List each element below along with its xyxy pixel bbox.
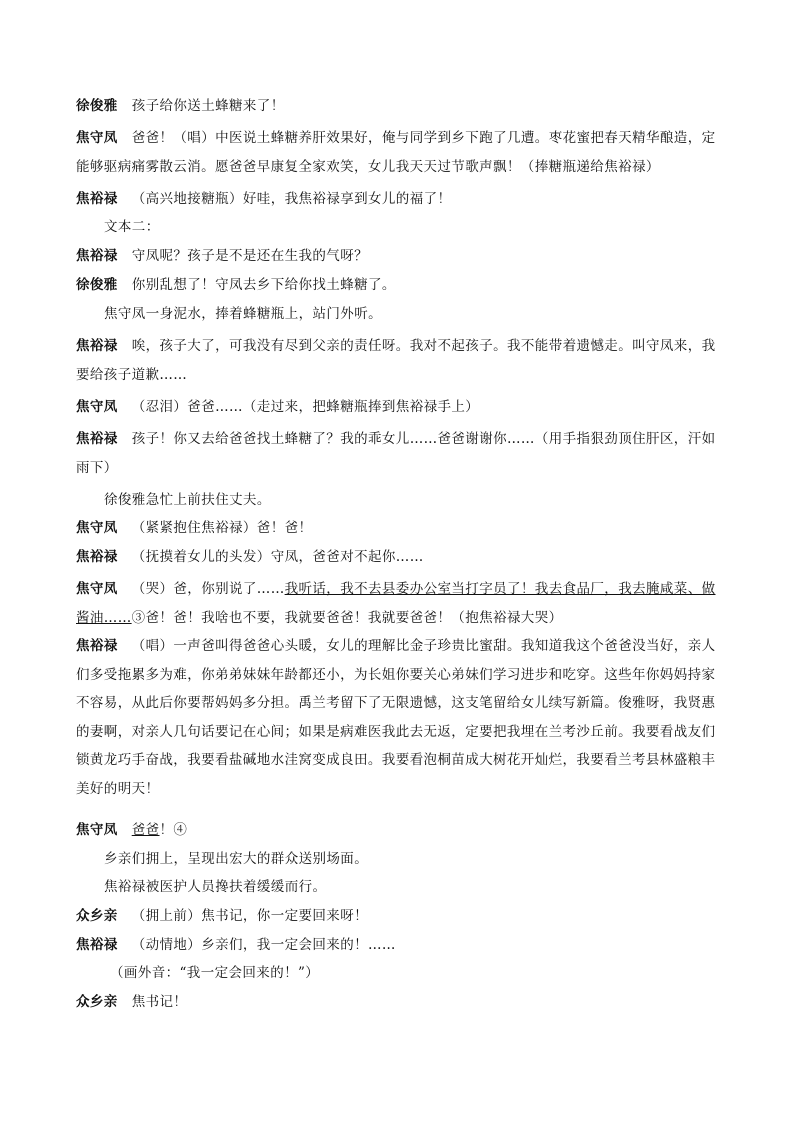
line-text: 乡亲们拥上，呈现出宏大的群众送别场面。 (104, 851, 369, 867)
line-text: 焦守凤一身泥水，捧着蜂糖瓶上，站门外听。 (104, 306, 382, 322)
line-text: 文本二： (104, 219, 160, 235)
speaker-name: 众乡亲 (76, 994, 118, 1010)
script-line (76, 632, 724, 803)
line-text: 孩子！你又去给爸爸找土蜂糖了？我的乖女儿……爸爸谢谢你……（用手指狠劲顶住肝区，汗如雨下） (76, 431, 716, 476)
speaker-name: 焦裕禄 (76, 338, 118, 354)
speaker-name: 徐俊雅 (76, 277, 118, 293)
line-text: ③爸！爸！我啥也不要，我就要爸爸！我就要爸爸！（抱焦裕禄大哭） (131, 609, 563, 626)
line-text: （高兴地接糖瓶）好哇，我焦裕禄享到女儿的福了！ (131, 191, 452, 207)
stage-direction (104, 877, 754, 897)
script-line (76, 935, 726, 955)
line-text: 徐俊雅急忙上前扶住丈夫。 (104, 492, 271, 508)
line-text: （拥上前）焦书记，你一定要回来呀！ (131, 908, 369, 924)
script-line (76, 518, 726, 538)
script-line (76, 425, 724, 482)
stage-direction (104, 304, 754, 324)
stage-direction (104, 849, 754, 869)
speaker-name: 焦裕禄 (76, 191, 118, 207)
underlined-passage: 我听话，我不去县委办公室当打字员了！我去食品厂，我去腌咸菜、做酱油…… (76, 581, 716, 626)
script-line (76, 397, 726, 417)
speaker-name: 焦裕禄 (76, 549, 118, 565)
script-line (76, 124, 724, 181)
line-text: ！④ (159, 822, 188, 838)
script-line (76, 189, 726, 209)
script-line (76, 246, 726, 266)
line-text: 唉，孩子大了，可我没有尽到父亲的责任呀。我对不起孩子。我不能带着遗憾走。叫守凤来，我要给孩子道歉…… (76, 338, 716, 383)
script-line (76, 332, 724, 389)
script-line (76, 992, 726, 1012)
speaker-name: 焦守凤 (76, 130, 118, 146)
line-text: 焦裕禄被医护人员搀扶着缓缓而行。 (104, 879, 327, 895)
script-line (76, 547, 726, 567)
line-text: 焦书记！ (131, 994, 188, 1010)
line-text: （紧紧抱住焦裕禄）爸！爸！ (131, 520, 313, 536)
underlined-passage: 爸爸 (131, 822, 160, 838)
speaker-name: 焦守凤 (76, 581, 118, 597)
speaker-name: 焦守凤 (76, 822, 118, 838)
speaker-name: 焦守凤 (76, 399, 118, 415)
line-text: （抚摸着女儿的头发）守凤，爸爸对不起你…… (131, 549, 424, 565)
stage-direction (104, 490, 754, 510)
speaker-name: 焦裕禄 (76, 248, 118, 264)
line-text: （画外音：“我一定会回来的！”） (110, 965, 320, 981)
line-text: （唱）一声爸叫得爸爸心头暖，女儿的理解比金子珍贵比蜜甜。我知道我这个爸爸没当好，亲人们多受拖累多为难，你弟弟妹妹年龄都还小，为长姐你要关心弟妹们学习进步和吃穿。这些年你妈妈持家不容易，从此后你要帮妈妈多分担。禹兰考留下了无限遗憾，这支笔留给女儿续写新篇。俊雅呀，我贤惠的妻啊，对亲人几句话要记在心间；如果是病难医我此去无返，定要把我埋在兰考沙丘前。我要看战友们锁黄龙巧手奋战，我要看盐碱地水洼窝变成良田。我要看泡桐苗成大树花开灿烂，我要看兰考县林盛粮丰美好的明天！ (76, 638, 716, 797)
line-text: （动情地）乡亲们，我一定会回来的！…… (131, 937, 396, 953)
stage-direction (110, 963, 760, 983)
speaker-name: 焦裕禄 (76, 638, 118, 654)
script-line (76, 575, 724, 632)
script-line (76, 906, 726, 926)
line-text: 孩子给你送土蜂糖来了！ (131, 98, 285, 114)
script-line (76, 275, 726, 295)
speaker-name: 众乡亲 (76, 908, 118, 924)
line-text: （哭）爸，你别说了…… (131, 581, 285, 597)
speaker-name: 徐俊雅 (76, 98, 118, 114)
script-line (76, 96, 726, 116)
speaker-name: 焦裕禄 (76, 431, 118, 447)
line-text: 守凤呢？孩子是不是还在生我的气呀？ (131, 248, 369, 264)
line-text: 你别乱想了！守凤去乡下给你找土蜂糖了。 (131, 277, 396, 293)
section-heading (104, 217, 754, 237)
line-text: （忍泪）爸爸……（走过来，把蜂糖瓶捧到焦裕禄手上） (131, 399, 480, 415)
speaker-name: 焦守凤 (76, 520, 118, 536)
line-text: 爸爸！（唱）中医说土蜂糖养肝效果好，俺与同学到乡下跑了几遭。枣花蜜把春天精华酿造，定能够驱病痛雾散云消。愿爸爸早康复全家欢笑，女儿我天天过节歌声飘！（捧糖瓶递给焦裕禄） (76, 130, 716, 175)
script-line (76, 820, 726, 840)
speaker-name: 焦裕禄 (76, 937, 118, 953)
